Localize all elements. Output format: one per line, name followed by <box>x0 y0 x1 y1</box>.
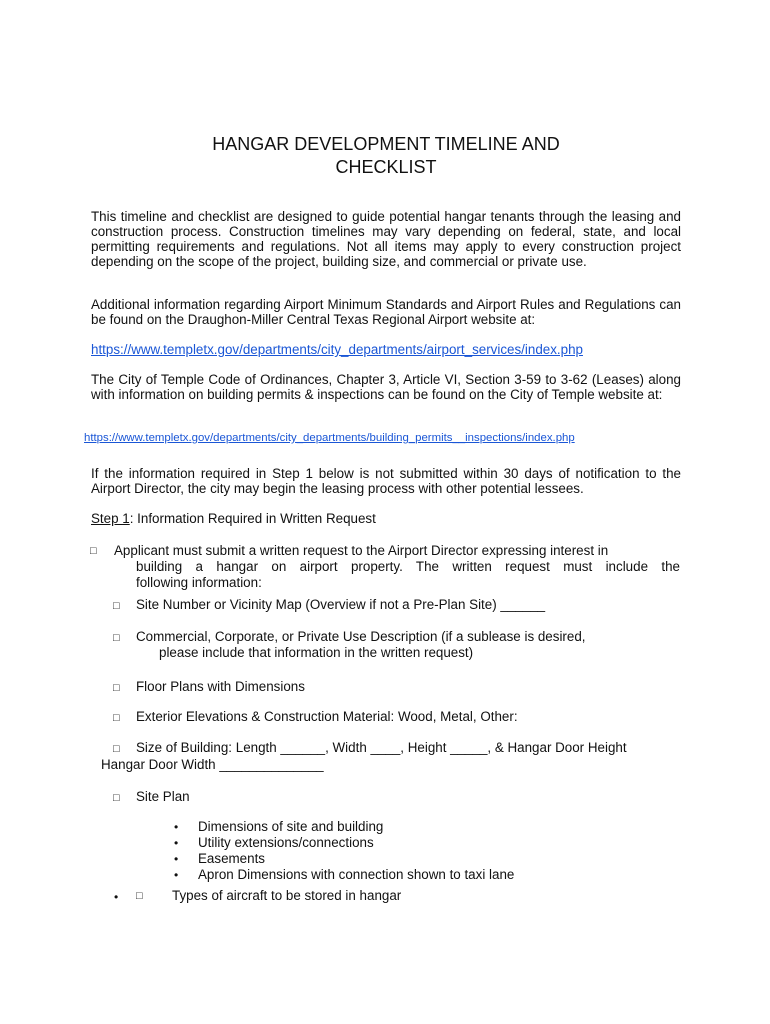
checkbox-icon[interactable]: □ <box>113 632 120 644</box>
checkbox-icon[interactable]: □ <box>113 792 120 804</box>
step1-heading <box>91 511 376 526</box>
applicant-line-3: following information: <box>136 575 262 590</box>
checkbox-icon[interactable]: □ <box>113 712 120 724</box>
checkbox-icon[interactable]: □ <box>113 682 120 694</box>
additional-info-paragraph: Additional information regarding Airport Minimum Standards and Airport Rules and Regulations can be found on the Draughon-Miller Central Texas Regional Airport website at: <box>91 297 681 327</box>
step1-label: Step 1 <box>91 511 130 526</box>
checkbox-icon[interactable]: □ <box>113 743 120 755</box>
item-size-line-2: Hangar Door Width ______________ <box>101 757 324 772</box>
checkbox-icon[interactable]: □ <box>136 890 143 902</box>
item-aircraft-types: Types of aircraft to be stored in hangar <box>172 888 402 903</box>
site-plan-item: Dimensions of site and building <box>198 819 384 834</box>
bullet-icon: • <box>174 820 179 834</box>
bullet-icon: • <box>114 890 119 904</box>
site-plan-item: Utility extensions/connections <box>198 835 374 850</box>
step1-notice-paragraph: If the information required in Step 1 below is not submitted within 30 days of notification to the Airport Director, the city may begin the leasing process with other potential lessees. <box>91 466 681 496</box>
checkbox-icon[interactable]: □ <box>113 600 120 612</box>
item-site-number: Site Number or Vicinity Map (Overview if not a Pre-Plan Site) ______ <box>136 597 546 612</box>
item-commercial-line-1: Commercial, Corporate, or Private Use Description (if a sublease is desired, <box>136 629 586 644</box>
site-plan-item: Easements <box>198 851 265 866</box>
step1-text: : Information Required in Written Request <box>129 511 376 526</box>
checkbox-icon[interactable]: □ <box>90 545 97 557</box>
bullet-icon: • <box>174 852 179 866</box>
intro-paragraph: This timeline and checklist are designed to guide potential hangar tenants through the leasing and construction process. Construction timelines may vary depending on federal, state, and local permitting requirements and regulations. Not all items may apply to every construction project depending on the scope of the project, building size, and commercial or private use. <box>91 209 681 269</box>
item-size-line-1: Size of Building: Length ______, Width ____, Height _____, & Hangar Door Height <box>136 740 627 755</box>
applicant-line-1: Applicant must submit a written request to the Airport Director expressing interest in <box>114 543 609 558</box>
item-exterior: Exterior Elevations & Construction Material: Wood, Metal, Other: <box>136 709 518 724</box>
bullet-icon: • <box>174 836 179 850</box>
code-of-ordinances-paragraph: The City of Temple Code of Ordinances, Chapter 3, Article VI, Section 3-59 to 3-62 (Leases) along with information on building permits & inspections can be found on the City of Temple website at: <box>91 372 681 402</box>
airport-website-link[interactable]: https://www.templetx.gov/departments/city_departments/airport_services/index.php <box>91 342 583 357</box>
site-plan-item: Apron Dimensions with connection shown to taxi lane <box>198 867 515 882</box>
item-site-plan: Site Plan <box>136 789 190 804</box>
page-title <box>150 133 622 179</box>
item-floor-plans: Floor Plans with Dimensions <box>136 679 305 694</box>
title-line-1: HANGAR DEVELOPMENT TIMELINE AND <box>212 134 560 154</box>
applicant-line-2: building a hangar on airport property. The written request must include the <box>136 559 680 574</box>
building-permits-link[interactable]: https://www.templetx.gov/departments/city_departments/building_permits__inspections/index.php <box>84 432 575 444</box>
title-line-2: CHECKLIST <box>335 157 437 177</box>
item-commercial-line-2: please include that information in the written request) <box>159 645 474 660</box>
bullet-icon: • <box>174 868 179 882</box>
